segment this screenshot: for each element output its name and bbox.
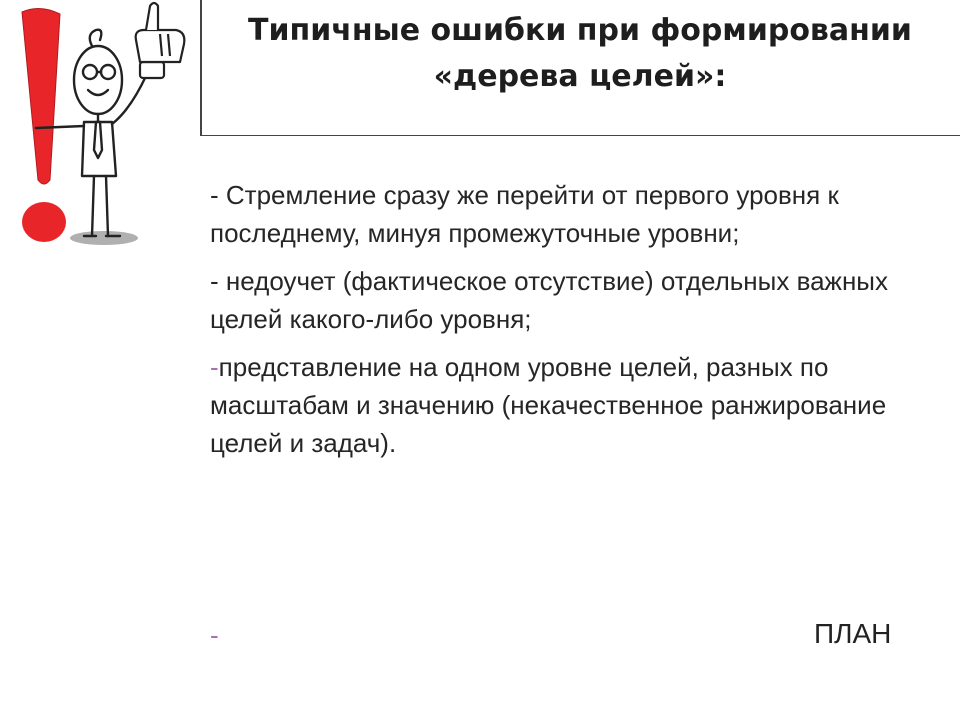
stick-figure-illustration: [0, 0, 200, 260]
list-item: [210, 348, 910, 462]
item-text: недоучет (фактическое отсутствие) отдельных важных целей какого-либо уровня;: [210, 266, 888, 334]
item-text: Стремление сразу же перейти от первого уровня к последнему, минуя промежуточные уровни;: [210, 180, 839, 248]
error-list: [210, 176, 910, 472]
list-item: [210, 262, 910, 338]
figure-shadow: [70, 231, 138, 245]
empty-bullet: -: [210, 620, 219, 650]
slide-title: [205, 8, 955, 100]
item-bullet: -: [210, 352, 219, 382]
title-line: «дерева целей»:: [433, 59, 727, 94]
pointing-hand-icon: [136, 3, 185, 78]
exclamation-mark-icon: [22, 8, 66, 242]
list-item: [210, 176, 910, 252]
item-bullet: -: [210, 266, 219, 296]
item-text: представление на одном уровне целей, разных по масштабам и значению (некачественное ранжирование целей и задач).: [210, 352, 887, 458]
plan-link[interactable]: ПЛАН: [814, 618, 892, 649]
title-line: Типичные ошибки при формировании: [248, 13, 912, 48]
item-bullet: -: [210, 180, 219, 210]
